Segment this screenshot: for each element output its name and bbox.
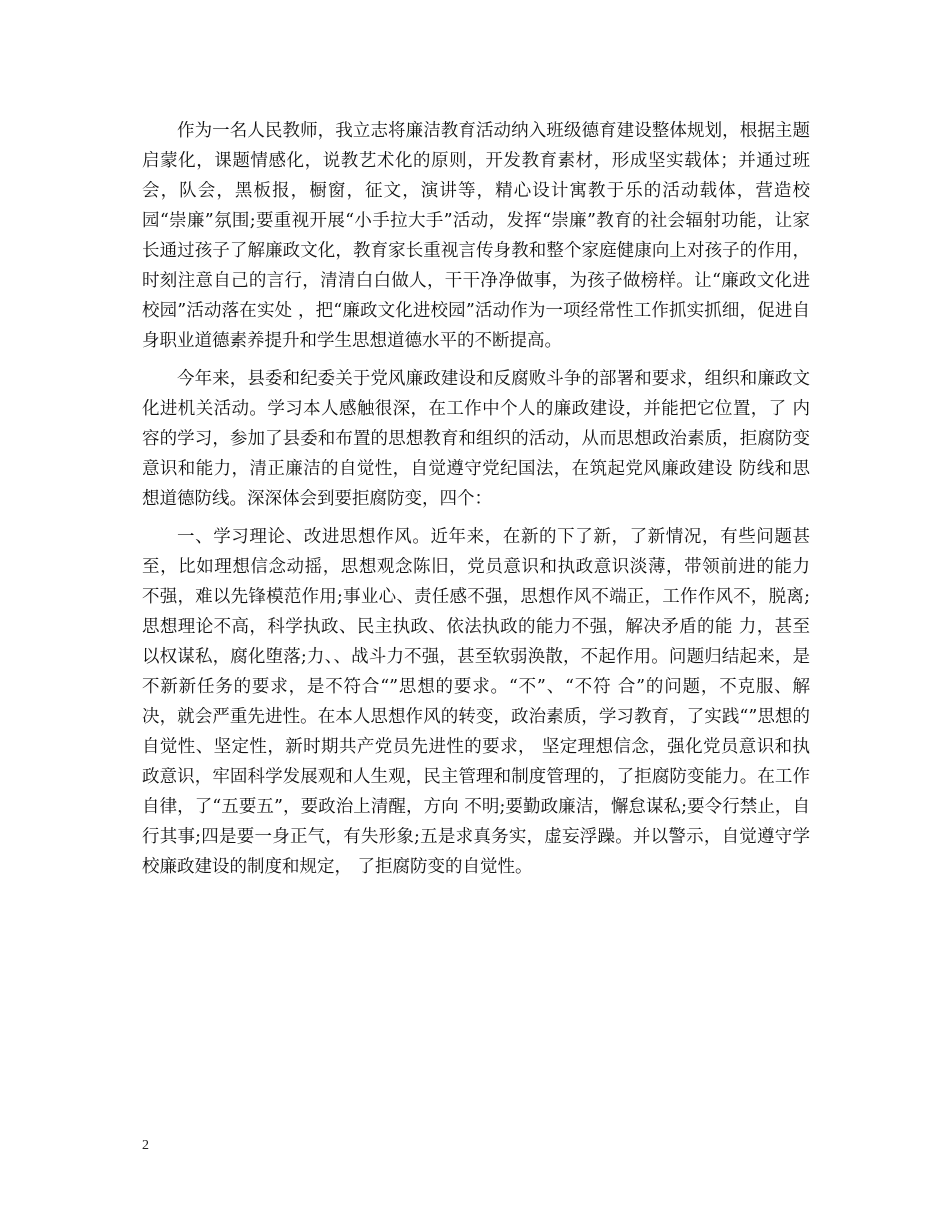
document-body	[142, 116, 810, 890]
page-number: 2	[142, 1138, 149, 1153]
paragraph-1: 作为一名人民教师，我立志将廉洁教育活动纳入班级德育建设整体规划，根据主题启蒙化，课题情感化，说教艺术化的原则，开发教育素材，形成坚实载体；并通过班会，队会，黑板报，橱窗，征文，演讲等，精心设计寓教于乐的活动载体，营造校园“崇廉”氛围;要重视开展“小手拉大手”活动，发挥“崇廉”教育的社会辐射功能，让家长通过孩子了解廉政文化，教育家长重视言传身教和整个家庭健康向上对孩子的作用，时刻注意自己的言行，清清白白做人，干干净净做事，为孩子做榜样。让“廉政文化进校园”活动落在实处 ，把“廉政文化进校园”活动作为一项经常性工作抓实抓细，促进自身职业道德素养提升和学生思想道德水平的不断提高。	[142, 121, 810, 351]
paragraph-3: 一、学习理论、改进思想作风。近年来，在新的下了新，了新情况，有些问题甚至，比如理想信念动摇，思想观念陈旧，党员意识和执政意识淡薄，带领前进的能力 不强，难以先锋模范作用;事业心、责任感不强，思想作风不端正，工作作风不，脱离;思想理论不高，科学执政、民主执政、依法执政的能力不强，解决矛盾的能 力，甚至以权谋私，腐化堕落;力、、战斗力不强，甚至软弱涣散，不起作用。问题归结起来，是不新新任务的要求，是不符合“”思想的要求。“不”、“不符 合”的问题，不克服、解决，就会严重先进性。在本人思想作风的转变，政治素质，学习教育，了实践“”思想的自觉性、坚定性，新时期共产党员先进性的要求， 坚定理想信念，强化党员意识和执政意识，牢固科学发展观和人生观，民主管理和制度管理的，了拒腐防变能力。在工作自律，了“五要五”，要政治上清醒，方向 不明;要勤政廉洁，懈怠谋私;要令行禁止，自行其事;四是要一身正气，有失形象;五是求真务实，虚妄浮躁。并以警示，自觉遵守学校廉政建设的制度和规定， 了拒腐防变的自觉性。	[142, 527, 810, 877]
paragraph-2: 今年来，县委和纪委关于党风廉政建设和反腐败斗争的部署和要求，组织和廉政文化进机关活动。学习本人感触很深，在工作中个人的廉政建设，并能把它位置，了 内容的学习，参加了县委和布置的思想教育和组织的活动，从而思想政治素质，拒腐防变意识和能力，清正廉洁的自觉性，自觉遵守党纪国法，在筑起党风廉政建设 防线和思想道德防线。深深体会到要拒腐防变，四个：	[142, 369, 810, 509]
